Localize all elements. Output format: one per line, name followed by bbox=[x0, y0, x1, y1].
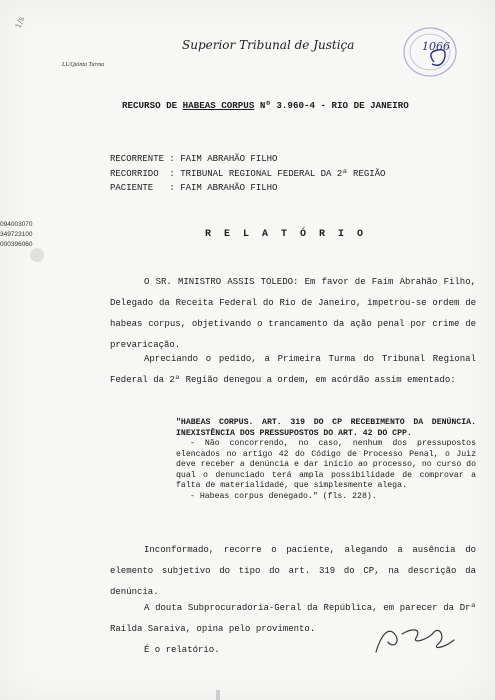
handwritten-signature bbox=[372, 622, 458, 658]
case-heading-prefix: RECURSO DE bbox=[122, 100, 183, 111]
party-row: RECORRIDO : TRIBUNAL REGIONAL FEDERAL DA 2ª REGIÃO bbox=[110, 168, 386, 179]
paragraph-4-text: A douta Subprocuradoria-Geral da República, em parecer da Drª Railda Saraiva, opina pelo provimento. bbox=[110, 603, 476, 634]
protocol-stamp bbox=[400, 22, 472, 84]
party-role: PACIENTE bbox=[110, 183, 165, 194]
side-code: 094003070 bbox=[0, 221, 33, 228]
party-name: FAIM ABRAHÃO FILHO bbox=[180, 183, 278, 194]
ementa-tail: - Habeas corpus denegado." (fls. 228). bbox=[190, 491, 377, 501]
case-heading-suffix: Nº 3.960-4 - RIO DE JANEIRO bbox=[254, 100, 409, 111]
paragraph-1-text: O SR. MINISTRO ASSIS TOLEDO: Em favor de Faim Abrahão Filho, Delegado da Receita Federal do Rio de Janeiro, impetrou-se ordem de habeas corpus, objetivando o trancamento da ação penal por crime de prevaricação. bbox=[110, 277, 476, 350]
ementa-body: - Não concorrendo, no caso, nenhum dos pressupostos elencados no artigo 42 do Código de Processo Penal, o Juiz deve receber a denúncia e dar início ao processo, no curso do qual o denunciado terá ampla possibilidade de comprovar a falta de materialidade, que simplesmente alega. bbox=[176, 439, 476, 490]
stamp-number: 1066 bbox=[422, 40, 450, 53]
side-code: 000396060 bbox=[0, 241, 33, 248]
party-row: RECORRENTE : FAIM ABRAHÃO FILHO bbox=[110, 154, 278, 164]
quoted-ementa bbox=[176, 418, 476, 502]
party-name: FAIM ABRAHÃO FILHO bbox=[180, 154, 278, 164]
paragraph-2 bbox=[110, 349, 476, 391]
party-role: RECORRIDO bbox=[110, 168, 165, 179]
paragraph-5-text: É o relatório. bbox=[144, 645, 220, 655]
party-row: PACIENTE : FAIM ABRAHÃO FILHO bbox=[110, 183, 278, 194]
side-code: 349723100 bbox=[0, 231, 33, 238]
parties-block bbox=[110, 152, 385, 196]
party-role: RECORRENTE bbox=[110, 154, 165, 164]
ementa-heading: "HABEAS CORPUS. ART. 319 DO CP RECEBIMENTO DA DENÚNCIA. INEXISTÊNCIA DOS PRESSUPOSTOS DO ART. 42 DO CPP. bbox=[176, 418, 476, 438]
punch-hole bbox=[30, 248, 44, 262]
report-title: RELATÓRIO bbox=[205, 229, 377, 240]
scan-artifact bbox=[216, 690, 220, 700]
party-name: TRIBUNAL REGIONAL FEDERAL DA 2ª REGIÃO bbox=[180, 168, 386, 179]
paragraph-3-text: Inconformado, recorre o paciente, alegando a ausência do elemento subjetivo do tipo do art. 319 do CP, na descrição da denúncia. bbox=[110, 545, 476, 597]
corner-handwritten-mark: 1/s bbox=[13, 15, 27, 30]
chamber-label: LL/Quinta Turma bbox=[62, 62, 105, 68]
court-name-letterhead: Superior Tribunal de Justiça bbox=[182, 38, 355, 52]
paragraph-3 bbox=[110, 540, 476, 603]
case-heading-habeas: HABEAS CORPUS bbox=[182, 100, 255, 111]
paragraph-2-text: Apreciando o pedido, a Primeira Turma do Tribunal Regional Federal da 2ª Região denegou a ordem, em acórdão assim ementado: bbox=[110, 354, 476, 385]
paragraph-1 bbox=[110, 272, 476, 356]
case-heading bbox=[122, 100, 409, 111]
side-barcode-numbers bbox=[0, 220, 33, 250]
